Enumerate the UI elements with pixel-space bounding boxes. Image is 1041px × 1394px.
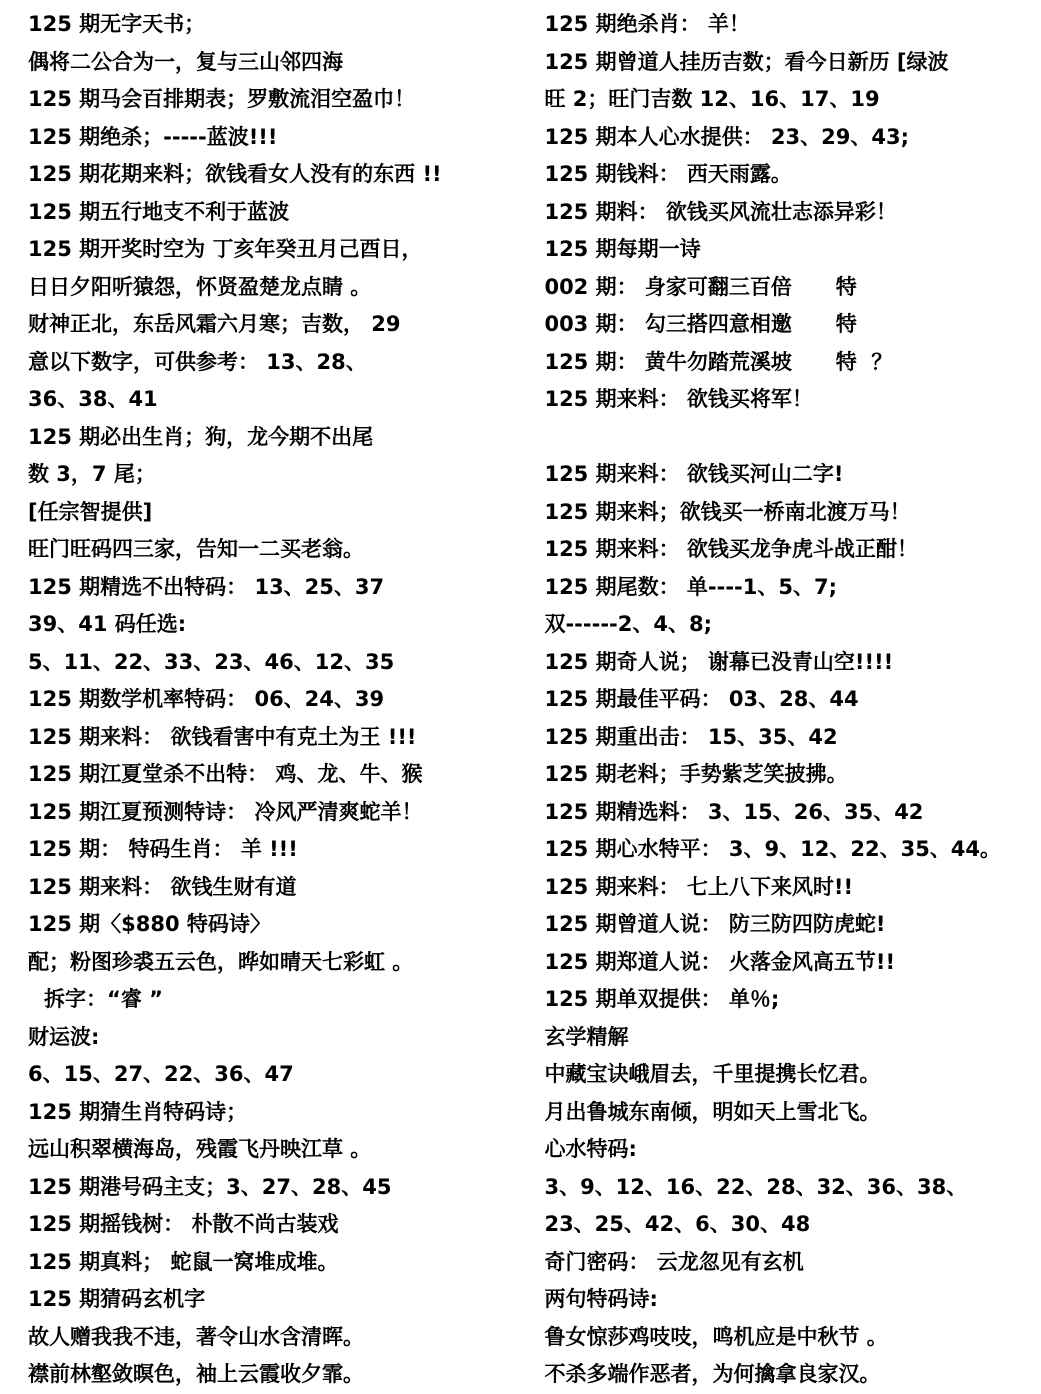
left-text-column	[28, 6, 534, 1394]
text-line: 125 期尾数： 单----1、5、7;	[544, 574, 838, 599]
text-line: 中藏宝诀峨眉去，千里提携长忆君。	[544, 1062, 881, 1086]
text-line: 心水特码:	[544, 1137, 637, 1161]
text-line: 玄学精解	[544, 1024, 629, 1049]
text-line: 偶将二公合为一，复与三山邻四海	[28, 49, 343, 74]
text-line: 125 期老料；手势紫芝笑披拂。	[544, 762, 848, 786]
text-line: 125 期单双提供： 单％;	[544, 987, 780, 1011]
text-line: 125 期郑道人说： 火落金风高五节!!	[544, 949, 896, 974]
text-line: 财运波:	[28, 1024, 100, 1049]
text-line: 3、9、12、16、22、28、32、36、38、	[544, 1174, 968, 1199]
text-line: 财神正北，东岳风霜六月寒；吉数， 29	[28, 312, 401, 336]
text-line: 数 3，7 尾；	[28, 462, 156, 486]
text-line: 125 期港号码主支；3、27、28、45	[28, 1174, 392, 1199]
text-line: 125 期最佳平码： 03、28、44	[544, 687, 859, 711]
text-line: 襟前林壑敛暝色，袖上云霞收夕霏。	[28, 1362, 364, 1386]
text-line: 旺门旺码四三家，告知一二买老翁。	[28, 537, 364, 561]
text-line: 125 期曾道人挂历吉数；看今日新历 [绿波	[544, 49, 949, 74]
text-line: 125 期绝杀肖： 羊！	[544, 12, 750, 36]
text-line: 125 期心水特平： 3、9、12、22、35、44。	[544, 837, 1002, 861]
text-line: 5、11、22、33、23、46、12、35	[28, 649, 395, 674]
text-line: 125 期精选不出特码： 13、25、37	[28, 574, 385, 599]
text-line: 125 期无字天书；	[28, 12, 206, 36]
text-line: 39、41 码任选:	[28, 612, 187, 636]
text-line: 125 期摇钱树： 朴散不尚古装戏	[28, 1212, 339, 1236]
text-line: 125 期〈$880 特码诗〉	[28, 912, 271, 936]
text-line: 125 期来料： 欲钱买将军！	[544, 387, 813, 411]
text-line: 月出鲁城东南倾，明如天上雪北飞。	[544, 1099, 881, 1124]
text-line: 125 期来料： 欲钱生财有道	[28, 874, 297, 899]
text-line: 125 期绝杀；-----蓝波!!!	[28, 124, 278, 149]
text-line: 125 期本人心水提供： 23、29、43;	[544, 124, 909, 149]
text-line: 奇门密码： 云龙忽见有玄机	[544, 1249, 804, 1274]
text-line: 36、38、41	[28, 387, 158, 411]
blank-line	[544, 419, 1031, 457]
right-text-column	[534, 6, 1031, 1394]
text-line: 不杀多端作恶者，为何擒拿良家汉。	[544, 1362, 881, 1386]
text-line: 125 期江夏堂杀不出特： 鸡、龙、牛、猴	[28, 762, 423, 786]
text-line: 125 期马会百排期表；罗敷流泪空盈巾！	[28, 87, 416, 111]
text-line: 6、15、27、22、36、47	[28, 1062, 294, 1086]
text-line: 125 期料： 欲钱买风流壮志添异彩！	[544, 199, 897, 224]
text-line: 125 期每期一诗	[544, 237, 701, 261]
text-line: 125 期钱料： 西天雨露。	[544, 162, 792, 186]
text-line: 125 期来料： 七上八下来风时!!	[544, 874, 854, 899]
text-line: 双------2、4、8;	[544, 612, 712, 636]
text-line: 125 期来料： 欲钱看害中有克土为王 !!!	[28, 724, 417, 749]
text-line: [任宗智提供]	[28, 499, 153, 524]
text-line: 配；粉图珍裘五云色，晔如晴天七彩虹 。	[28, 949, 414, 974]
text-line: 125 期： 黄牛勿踏荒溪坡 特 ？	[544, 349, 893, 374]
text-line: 125 期开奖时空为 丁亥年癸丑月己酉日，	[28, 237, 423, 261]
text-line: 125 期来料： 欲钱买龙争虎斗战正酣！	[544, 537, 918, 561]
text-line: 鲁女惊莎鸡吱吱，鸣机应是中秋节 。	[544, 1324, 888, 1349]
text-line: 125 期必出生肖；狗，龙今期不出尾	[28, 424, 374, 449]
text-line: 125 期奇人说； 谢幕已没青山空!!!!	[544, 649, 894, 674]
text-line: 125 期猜生肖特码诗；	[28, 1099, 248, 1124]
text-line: 003 期： 勾三搭四意相邀 特	[544, 312, 857, 336]
text-line: 125 期五行地支不利于蓝波	[28, 199, 290, 224]
text-line: 125 期花期来料；欲钱看女人没有的东西 !!	[28, 162, 442, 186]
text-line: 远山积翠横海岛，残霞飞丹映江草 。	[28, 1137, 372, 1161]
text-line: 125 期猜码玄机字	[28, 1287, 206, 1311]
text-line: 意以下数字，可供参考： 13、28、	[28, 349, 367, 374]
text-line: 125 期曾道人说： 防三防四防虎蛇!	[544, 912, 886, 936]
text-line: 125 期真料； 蛇鼠一窝堆成堆。	[28, 1249, 339, 1274]
text-line: 125 期： 特码生肖： 羊 !!!	[28, 837, 298, 861]
text-line: 23、25、42、6、30、48	[544, 1212, 811, 1236]
text-line: 125 期重出击： 15、35、42	[544, 724, 838, 749]
text-line: 125 期来料： 欲钱买河山二字!	[544, 462, 844, 486]
text-line: 拆字：“睿 ”	[44, 987, 163, 1011]
text-line: 旺 2；旺门吉数 12、16、17、19	[544, 87, 880, 111]
text-line: 125 期数学机率特码： 06、24、39	[28, 687, 385, 711]
text-line: 故人赠我我不违，著令山水含清晖。	[28, 1324, 364, 1349]
text-line: 125 期江夏预测特诗： 冷风严清爽蛇羊！	[28, 799, 423, 824]
text-line: 125 期来料；欲钱买一桥南北渡万马！	[544, 499, 911, 524]
text-line: 002 期： 身家可翻三百倍 特	[544, 274, 857, 299]
text-line: 两句特码诗:	[544, 1287, 658, 1311]
text-line: 125 期精选料： 3、15、26、35、42	[544, 799, 924, 824]
text-line: 日日夕阳听猿怨，怀贤盈楚龙点睛 。	[28, 274, 372, 299]
